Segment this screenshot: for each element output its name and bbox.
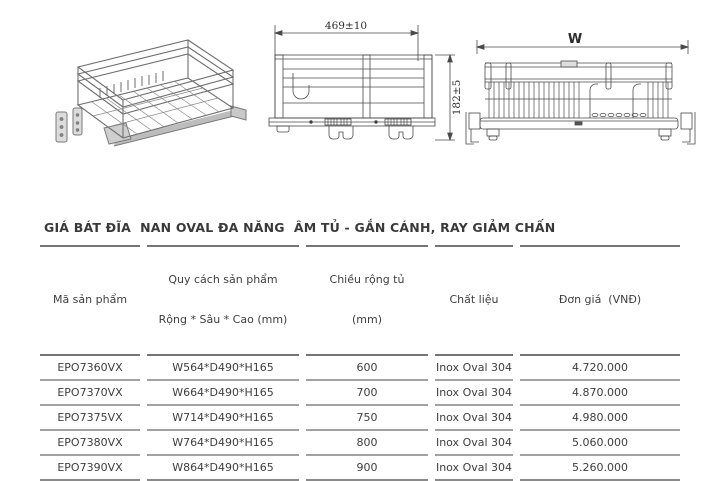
table-row	[40, 356, 680, 381]
product-code-cell: EPO7370VX	[40, 381, 140, 406]
table-row	[40, 381, 680, 406]
header-label: Chiều rộng tủ	[329, 273, 405, 286]
spec-cell: W714*D490*H165	[147, 406, 299, 431]
mounting-brackets	[56, 108, 82, 142]
spec-cell: W764*D490*H165	[147, 431, 299, 456]
basket-mesh	[92, 81, 219, 134]
col-header-product-code	[40, 245, 140, 356]
table-header-row	[40, 245, 680, 356]
dim-height-182: 182±5	[451, 79, 463, 116]
material-cell: Inox Oval 304	[435, 381, 513, 406]
cabinet-width-cell: 750	[306, 406, 428, 431]
col-header-cabinet-width	[306, 245, 428, 356]
col-header-price	[520, 245, 680, 356]
cabinet-width-cell: 600	[306, 356, 428, 381]
col-header-spec	[147, 245, 299, 356]
cabinet-width-cell: 800	[306, 431, 428, 456]
price-cell: 5.060.000	[520, 431, 680, 456]
col-header-material	[435, 245, 513, 356]
product-code-cell: EPO7360VX	[40, 356, 140, 381]
header-label: Chất liệu	[449, 293, 499, 307]
dim-width-w: W	[567, 32, 583, 47]
table-row	[40, 456, 680, 481]
product-spec-table	[33, 245, 687, 481]
plate-holder-rods	[100, 71, 163, 98]
header-sublabel: Rộng * Sâu * Cao (mm)	[158, 313, 288, 327]
table-row	[40, 406, 680, 431]
material-cell: Inox Oval 304	[435, 356, 513, 381]
page-title: GIÁ BÁT ĐĨA NAN OVAL ĐA NĂNG ÂM TỦ - GẮN CÁNH, RAY GIẢM CHẤN	[44, 220, 556, 235]
material-cell: Inox Oval 304	[435, 431, 513, 456]
side-view-drawing	[263, 15, 463, 175]
header-sublabel: (mm)	[351, 313, 382, 327]
header-label: Quy cách sản phẩm	[168, 273, 278, 286]
product-code-cell: EPO7375VX	[40, 406, 140, 431]
spec-cell: W564*D490*H165	[147, 356, 299, 381]
cabinet-width-cell: 900	[306, 456, 428, 481]
table-row	[40, 431, 680, 456]
spec-cell: W664*D490*H165	[147, 381, 299, 406]
header-label: Đơn giá (VNĐ)	[558, 293, 642, 307]
wire-basket	[78, 40, 233, 138]
product-code-cell: EPO7380VX	[40, 431, 140, 456]
price-cell: 4.870.000	[520, 381, 680, 406]
price-cell: 5.260.000	[520, 456, 680, 481]
material-cell: Inox Oval 304	[435, 406, 513, 431]
cabinet-width-cell: 700	[306, 381, 428, 406]
header-label: Mã sản phẩm	[52, 293, 128, 307]
dim-width-469: 469±10	[324, 20, 368, 32]
front-view-drawing	[463, 30, 698, 160]
spec-cell: W864*D490*H165	[147, 456, 299, 481]
product-3d-render	[48, 22, 248, 167]
product-code-cell: EPO7390VX	[40, 456, 140, 481]
price-cell: 4.720.000	[520, 356, 680, 381]
material-cell: Inox Oval 304	[435, 456, 513, 481]
price-cell: 4.980.000	[520, 406, 680, 431]
